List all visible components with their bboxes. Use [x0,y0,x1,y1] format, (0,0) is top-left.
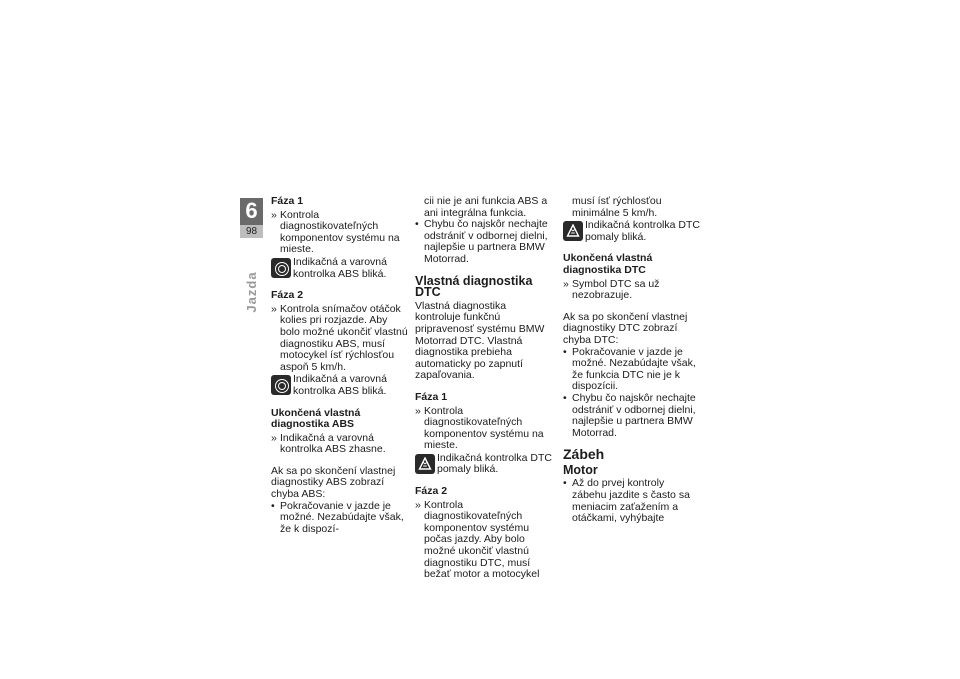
bullet-item [563,347,701,393]
chapter-tab [240,198,263,238]
dtc-indicator-icon [415,454,435,474]
section-heading-faza1: Fáza 1 [415,390,448,403]
text-column-2 [415,196,553,581]
bullet-item [563,478,701,524]
bullet-item [415,219,553,265]
indicator-note [271,257,409,280]
indicator-note [271,374,409,397]
paragraph: Ak sa po skončení vlastnej diagnostiky DTC zobrazí chyba DTC: [563,310,688,346]
text-column-3 [563,196,701,525]
step-text: musí ísť rýchlosťou minimálne 5 km/h. [572,195,662,219]
section-heading-faza2: Fáza 2 [271,289,304,302]
dtc-symbol-icon [418,457,432,471]
step-text: Symbol DTC sa už nezobrazuje. [572,277,660,302]
bullet-mark: • [271,499,275,512]
step-mark: » [271,208,277,221]
indicator-note-text: Indikačná kontrolka DTC pomaly bliká. [437,451,552,476]
indicator-note-text: Indikačná a varovná kontrolka ABS bliká. [293,255,387,280]
bullet-text: Chybu čo najskôr nechajte odstrániť v odbornej dielni, najlepšie u partnera BMW Motorrad. [572,391,696,439]
step-text: Indikačná a varovná kontrolka ABS zhasne. [280,431,386,456]
step-text: Kontrola diagnostikovateľných komponentov systému na mieste. [280,208,400,256]
step-mark: » [415,498,421,511]
section-heading-motor: Motor [563,462,598,477]
step-item [271,210,409,256]
indicator-note-text: Indikačná kontrolka DTC pomaly bliká. [585,219,700,243]
page-number: 98 [240,225,263,238]
indicator-note [415,453,553,476]
chapter-side-label [232,272,272,312]
bullet-mark: • [563,477,567,490]
bullet-text: Chybu čo najskôr nechajte odstrániť v odbornej dielni, najlepšie u partnera BMW Motorrad. [424,218,548,265]
section-heading-zabeh: Zábeh [563,446,605,463]
bullet-text: Až do prvej kontroly zábehu jazdite s často sa meniacim zaťažením a otáčkami, vyhýbajte [572,477,690,525]
bullet-mark: • [415,218,419,231]
bullet-text: cii nie je ani funkcia ABS a ani integrálna funkcia. [424,195,548,219]
step-mark: » [271,302,277,315]
section-heading-end-abs: Ukončená vlastná diagnostika ABS [271,406,361,431]
step-item [415,500,553,581]
step-mark: » [271,431,277,444]
section-heading-faza2: Fáza 2 [415,485,448,498]
paragraph: Ak sa po skončení vlastnej diagnostiky ABS zobrazí chyba ABS: [271,464,396,501]
text-column-1 [271,196,409,535]
step-item [271,433,409,456]
bullet-text: Pokračovanie v jazde je možné. Nezabúdajte však, že funkcia DTC nie je k dispozícii. [572,345,696,393]
step-item [415,406,553,452]
indicator-note [563,220,701,243]
section-heading-end-dtc: Ukončená vlastná diagnostika DTC [563,252,653,276]
chapter-label-text: Jazda [244,271,259,313]
bullet-mark: • [563,391,567,404]
step-text: Kontrola diagnostikovateľných komponentov systému počas jazdy. Aby bolo možné ukončiť vlastnú diagnostiku DTC, musí bežať motor a motocykel [424,498,540,581]
step-mark: » [415,404,421,417]
bullet-item [271,501,409,536]
abs-warning-icon [271,258,291,278]
abs-warning-icon [271,375,291,395]
bullet-continuation [415,196,553,219]
chapter-number: 6 [245,198,258,223]
section-heading-faza1: Fáza 1 [271,195,304,207]
step-item [563,279,701,302]
step-text: Kontrola diagnostikovateľných komponentov systému na mieste. [424,404,544,452]
dtc-symbol-icon [566,224,580,238]
step-text: Kontrola snímačov otáčok kolies pri rozjazde. Aby bolo možné ukončiť vlastnú diagnostiku ABS, musí motocykel ísť rýchlosťou aspoň 5 km/h. [280,302,408,373]
paragraph: Vlastná diagnostika kontroluje funkčnú pripravenosť systému BMW Motorrad DTC. Vlastná diagnostika prebieha automaticky po zapnutí zapaľovania. [415,299,545,382]
step-item [271,304,409,374]
bullet-mark: • [563,345,567,358]
step-continuation [563,196,701,219]
indicator-note-text: Indikačná a varovná kontrolka ABS bliká. [293,373,387,397]
bullet-item [563,393,701,439]
dtc-indicator-icon [563,221,583,241]
bullet-text: Pokračovanie v jazde je možné. Nezabúdajte však, že k dispozí- [280,499,404,535]
step-mark: » [563,277,569,290]
section-heading-dtc: Vlastná diagnostika DTC [415,273,533,300]
